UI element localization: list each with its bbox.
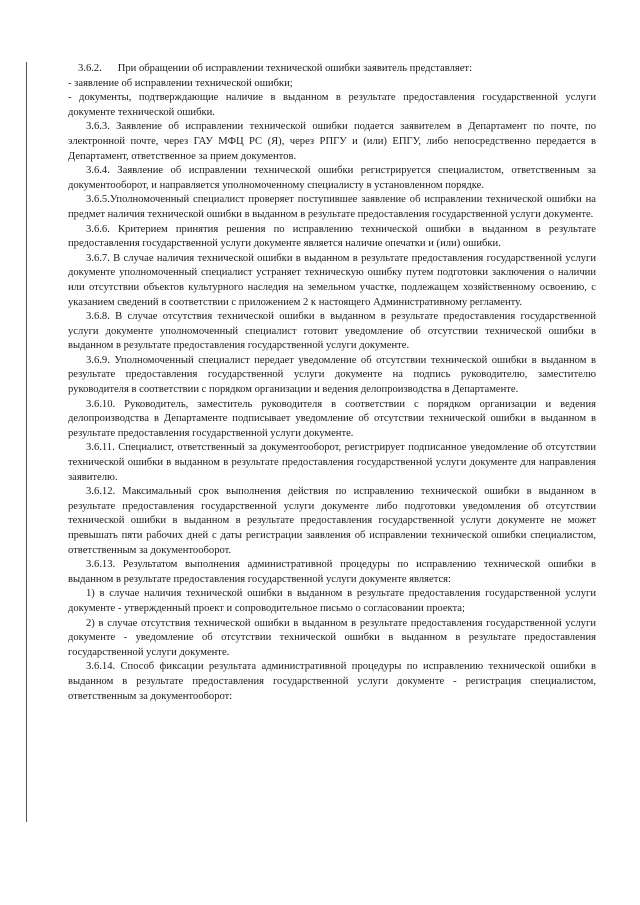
paragraph-3-6-2: 3.6.2. При обращении об исправлении технической ошибки заявитель представляет: (78, 63, 473, 74)
paragraph-3-6-5: 3.6.5.Уполномоченный специалист проверяет поступившее заявление об исправлении технической ошибки на предмет наличия технической ошибки в выданном в результате предоставления государственной услуги документе. (68, 194, 596, 220)
paragraph-3-6-10: 3.6.10. Руководитель, заместитель руководителя в соответствии с порядком организации и ведения делопроизводства в Департаменте подписывает уведомление об отсутствии технической ошибки в выданном в результате предоставления государственной услуги документе. (68, 398, 596, 439)
paragraph-3-6-9: 3.6.9. Уполномоченный специалист передает уведомление об отсутствии технической ошибки в выданном в результате предоставления государственной услуги документе на подпись руководителю, заместителю руководителя в соответствии с порядком организации и ведения делопроизводства в Департаменте. (68, 354, 596, 396)
paragraph-3-6-6: 3.6.6. Критерием принятия решения по исправлению технической ошибки в выданном в результате предоставления государственной услуги документе является наличие опечатки и (или) ошибки. (68, 223, 596, 250)
paragraph-3-6-7: 3.6.7. В случае наличия технической ошибки в выданном в результате предоставления государственной услуги документе уполномоченный специалист устраняет техническую ошибку путем подготовки заключения о наличии или отсутствии объектов культурного наследия на земельном участке, подлежащем хозяйственному освоению, с указанием сведений в соответствии с приложением 2 к настоящего Административному регламенту. (68, 252, 596, 308)
list-item-application: - заявление об исправлении технической ошибки; (68, 77, 293, 89)
paragraph-3-6-14: 3.6.14. Способ фиксации результата административной процедуры по исправлению технической ошибки в выданном в результате предоставления государственной услуги документе - регистрация специалистом, ответственным за документооборот: (68, 661, 596, 702)
list-item-result-1: 1) в случае наличия технической ошибки в выданном в результате предоставления государственной услуги документе - утвержденный проект и сопроводительное письмо о согласовании проекта; (68, 588, 596, 614)
paragraph-3-6-12: 3.6.12. Максимальный срок выполнения действия по исправлению технической ошибки в выданном в результате предоставления государственной услуги документе либо подготовки уведомления об отсутствии технической ошибки в выданном в результате предоставления государственной услуги документе не может превышать пяти рабочих дней с даты регистрации заявления об исправлении технической ошибки специалистом, ответственным за документооборот. (68, 486, 596, 556)
paragraph-3-6-3: 3.6.3. Заявление об исправлении технической ошибки подается заявителем в Департамент по почте, по электронной почте, через ГАУ МФЦ РС (Я), через РПГУ и (или) ЕПГУ, либо непосредственно передается в Департамент, ответственное за прием документов. (68, 121, 596, 162)
paragraph-3-6-13: 3.6.13. Результатом выполнения административной процедуры по исправлению технической ошибки в выданном в результате предоставления государственной услуги документе является: (68, 559, 596, 585)
paragraph-3-6-11: 3.6.11. Специалист, ответственный за документооборот, регистрирует подписанное уведомление об отсутствии технической ошибки в выданном в результате предоставления государственной услуги документе для направления заявителю. (68, 442, 596, 483)
paragraph-3-6-4: 3.6.4. Заявление об исправлении технической ошибки регистрируется специалистом, ответственным за документооборот, и направляется уполномоченному специалисту в установленном порядке. (68, 165, 596, 191)
list-item-result-2: 2) в случае отсутствия технической ошибки в выданном в результате предоставления государственной услуги документе - уведомление об отсутствии технической ошибки в выданном в результате предоставления государственной услуги документе. (68, 617, 596, 658)
list-item-documents: - документы, подтверждающие наличие в выданном в результате предоставления государственной услуги документе технической ошибки. (68, 92, 596, 118)
margin-rule (26, 62, 27, 822)
document-body (68, 62, 596, 704)
paragraph-3-6-8: 3.6.8. В случае отсутствия технической ошибки в выданном в результате предоставления государственной услуги документе уполномоченный специалист готовит уведомление об отсутствии технической ошибки в выданном в результате предоставления государственной услуги документе. (68, 311, 596, 352)
